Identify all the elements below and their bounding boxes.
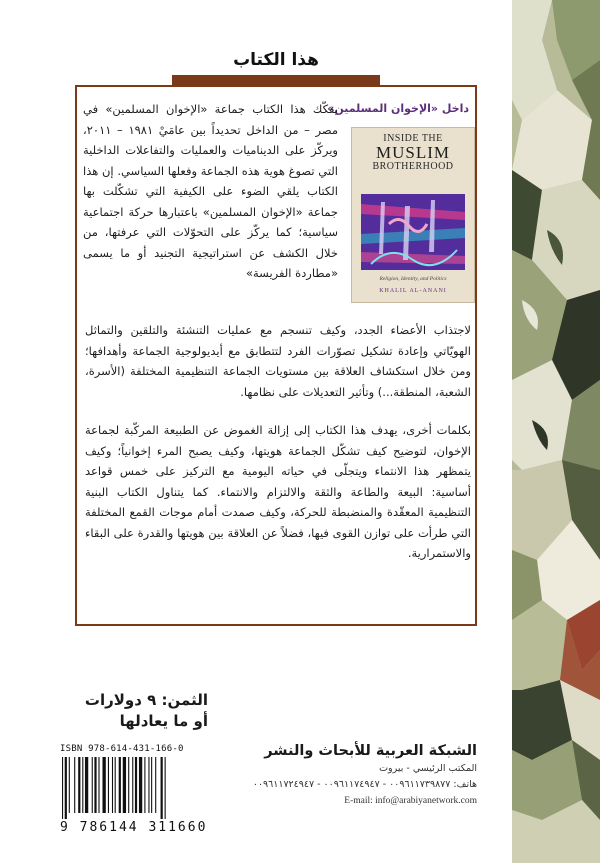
- camouflage-pattern: [512, 0, 600, 863]
- barcode-bar: [135, 757, 137, 813]
- barcode-bar: [108, 757, 109, 813]
- barcode-bar: [92, 757, 93, 813]
- camouflage-background-strip: [512, 0, 600, 863]
- barcode-bar: [69, 757, 70, 813]
- barcode-bar: [65, 757, 67, 819]
- barcode-bars: [60, 757, 210, 819]
- barcode-bar: [161, 757, 163, 819]
- cover-artwork-graphic: [361, 194, 465, 270]
- barcode-bar: [151, 757, 152, 813]
- publisher-phone: هاتف: ٠٠٩٦١١٧٣٩٨٧٧ - ٠٠٩٦١١٧٤٩٤٧ - ٠٠٩٦١١٧٢٤٩٤٧: [252, 779, 477, 790]
- cover-title-line3: BROTHERHOOD: [372, 161, 454, 172]
- publisher-office: المكتب الرئيسي - بيروت: [379, 763, 477, 774]
- publisher-email: E-mail: info@arabiyanetwork.com: [344, 796, 477, 806]
- price-block: [58, 690, 208, 732]
- barcode-bar: [78, 757, 80, 813]
- book-cover-thumbnail: [351, 127, 475, 303]
- publisher-name: الشبكة العربية للأبحاث والنشر: [264, 743, 477, 759]
- cover-subtitle: Religion, Identity, and Politics: [379, 276, 447, 282]
- barcode-bar: [74, 757, 75, 813]
- section-title: هذا الكتاب: [233, 50, 319, 70]
- barcode-bar: [155, 757, 156, 813]
- barcode-bar: [98, 757, 99, 813]
- barcode-bar: [94, 757, 96, 813]
- barcode-bar: [148, 757, 149, 813]
- barcode-bar: [144, 757, 145, 813]
- description-paragraph-1: لاجتذاب الأعضاء الجدد، وكيف تنسجم مع عمليات التنشئة والتلقين والتماثل الهويّاتي وإعادة تشكيل تصوّرات الفرد لتتطابق مع أيديولوجية الجماعة وأهدافها؛ ومن خلال استكشاف العلاقة بين مستويات الجماعة التنظيمية المختلفة (الأسرة، الشعبة، المنطقة...) وتأثير التعديلات على نظامها.: [85, 323, 471, 399]
- description-intro: يفكّك هذا الكتاب جماعة «الإخوان المسلمين» في مصر – من الداخل تحديداً بين عامَيْ ١٩٨١ – ٢٠١١، ويركّز على الديناميات والعمليات والتفاعلات الداخلية التي تصوغ هوية هذه الجماعة وفعلها السياسي. إن هذا الكتاب يلقي الضوء على الكيفية التي تشكّلت بها جماعة «الإخوان المسلمين» باعتبارها حركة اجتماعية سياسية؛ كما يركّز على التحوّلات التي عرفتها، من خلال الكشف عن استراتيجية التجنيد أو ما يسمى «مطاردة الفريسة»: [83, 102, 339, 280]
- price-equivalent: أو ما يعادلها: [119, 712, 208, 730]
- cover-artwork: [361, 194, 465, 270]
- cover-title-line2: MUSLIM: [375, 143, 450, 162]
- barcode-bar: [85, 757, 88, 813]
- description-frame: [75, 85, 477, 626]
- barcode-bar: [123, 757, 126, 813]
- barcode: [60, 757, 210, 819]
- barcode-bar: [139, 757, 142, 813]
- publisher-info: [230, 741, 477, 809]
- barcode-bar: [62, 757, 63, 819]
- barcode-bar: [82, 757, 83, 813]
- barcode-bar: [132, 757, 133, 813]
- barcode-bar: [115, 757, 116, 813]
- barcode-bar: [119, 757, 121, 813]
- barcode-bar: [165, 757, 166, 819]
- cover-author: KHALIL AL-ANANI: [379, 288, 447, 294]
- description-paragraph-2: بكلمات أخرى، يهدف هذا الكتاب إلى إزالة الغموض عن الطبيعة المركّبة لجماعة الإخوان، لتوضيح كيف تشكّل الجماعة هويتها، وكيف يصبح المرء إخوانياً؛ وكيف يتمظهر هذا الانتماء ويتجلّى في حياته اليومية مع التركيز على خمس قواعد أساسية: البيعة والطاعة والثقة والالتزام والانتماء. كما يتناول الكتاب البنية التنظيمية المعقّدة والمنضبطة للحركة، وكيف صمدت أمام موجات القمع المختلفة التي طرأت على توازن القوى فيها، فضلاً عن العلاقة بين هويتها والقدرة على البقاء والاستمرارية.: [85, 423, 471, 560]
- barcode-bar: [112, 757, 113, 813]
- barcode-bar: [128, 757, 129, 813]
- barcode-number: 9 786144 311660: [60, 820, 208, 835]
- isbn-label: ISBN 978-614-431-166-0: [60, 744, 184, 754]
- book-title-arabic: داخل «الإخوان المسلمين»: [327, 102, 469, 115]
- barcode-bar: [103, 757, 106, 813]
- cover-title-line1: INSIDE THE: [383, 133, 443, 144]
- price-line: الثمن: ٩ دولارات: [84, 691, 208, 709]
- cover-title: [352, 133, 474, 172]
